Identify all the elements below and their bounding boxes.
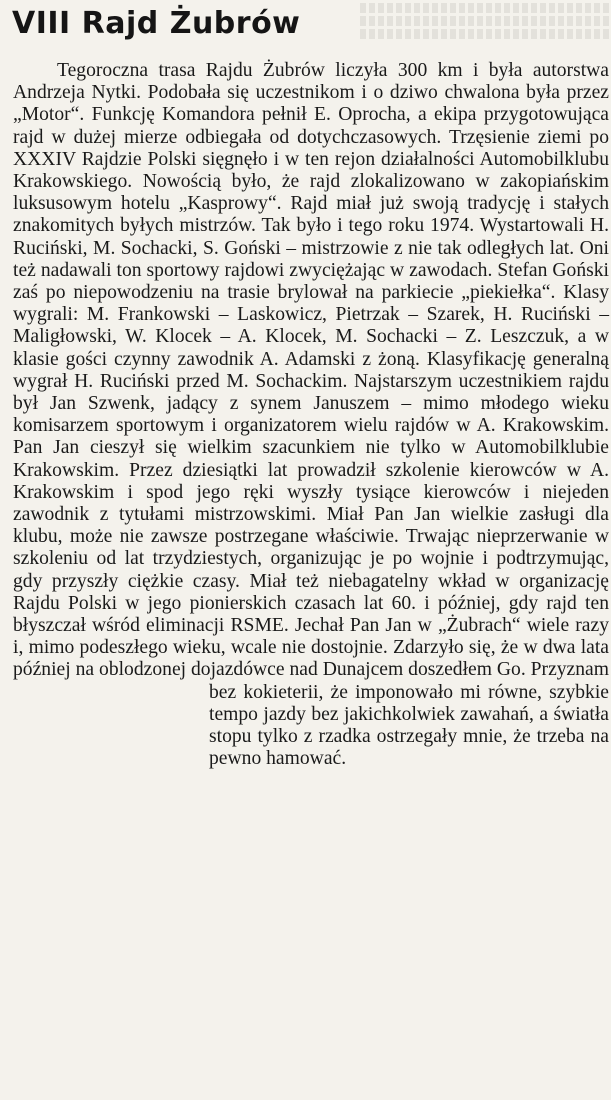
layout-inset-space [13,702,209,1048]
article-title: VIII Rajd Żubrów [12,6,301,41]
article-body [13,60,609,1048]
article-paragraph: Tegoroczna trasa Rajdu Żubrów liczyła 300 km i była autorstwa Andrzeja Nytki. Podobała się uczestnikom i o dziwo chwalona była przez „Motor“. Funkcję Komandora pełnił E. Oprocha, a ekipa przygotowująca rajd w dużej mierze odbiegała od dotychczasowych. Trzęsienie ziemi po XXXIV Rajdzie Polski sięgnęło i w ten rejon działalności Automobilklubu Krakowskiego. Nowością było, że rajd zlokalizowano w zakopiańskim luksusowym hotelu „Kasprowy“. Rajd miał już swoją tradycję i stałych znakomitych byłych mistrzów. Tak było i tego roku 1974. Wystartowali H. Ruciński, M. Sochacki, S. Goński – mistrzowie z nie tak odległych lat. Oni też nadawali ton sportowy rajdowi zwyciężając w zawodach. Stefan Goński zaś po niepowodzeniu na trasie brylował na parkiecie „piekiełka“. Klasy wygrali: M. Frankowski – Laskowicz, Pietrzak – Szarek, H. Ruciński – Maligłowski, W. Klocek – A. Klocek, M. Sochacki – Z. Leszczuk, a w klasie gości czynny zawodnik A. Adamski z żoną. Klasyfikację generalną wygrał H. Ruciński przed M. Sochackim. Najstarszym uczestnikiem rajdu był Jan Szwenk, jadący z synem Januszem – mimo młodego wieku komisarzem sportowym i organizatorem wielu rajdów w A. Krakowskim. Pan Jan cieszył się wielkim szacunkiem nie tylko w Automobilklubie Krakowskim. Przez dziesiątki lat prowadził szkolenie kierowców w A. Krakowskim i spod jego ręki wyszły tysiące kierowców i niejeden zawodnik z tytułami mistrzowskimi. Miał Pan Jan wielkie zasługi dla klubu, może nie zawsze postrzegane właściwie. Trwając nieprzerwanie w szkoleniu od lat trzydziestych, organizując je po wojnie i podtrzymując, gdy przyszły ciężkie czasy. Miał też niebagatelny wkład w organizację Rajdu Polski w jego pionierskich czasach lat 60. i później, gdy rajd ten błyszczał wśród eliminacji RSME. Jechał Pan Jan w „Żubrach“ wiele razy i, mimo podeszłego wieku, wcale nie dostojnie. Zdarzyło się, że w dwa lata później na oblodzonej dojazdówce nad Dunajcem doszedłem Go. Przyznam bez kokieterii, że imponowało mi równe, szybkie tempo jazdy bez jakichkolwiek zawahań, a światła stopu tylko z rzadka ostrzegały mnie, że trzeba na pewno hamować. [13,60,609,770]
bleed-through-text [360,0,611,40]
